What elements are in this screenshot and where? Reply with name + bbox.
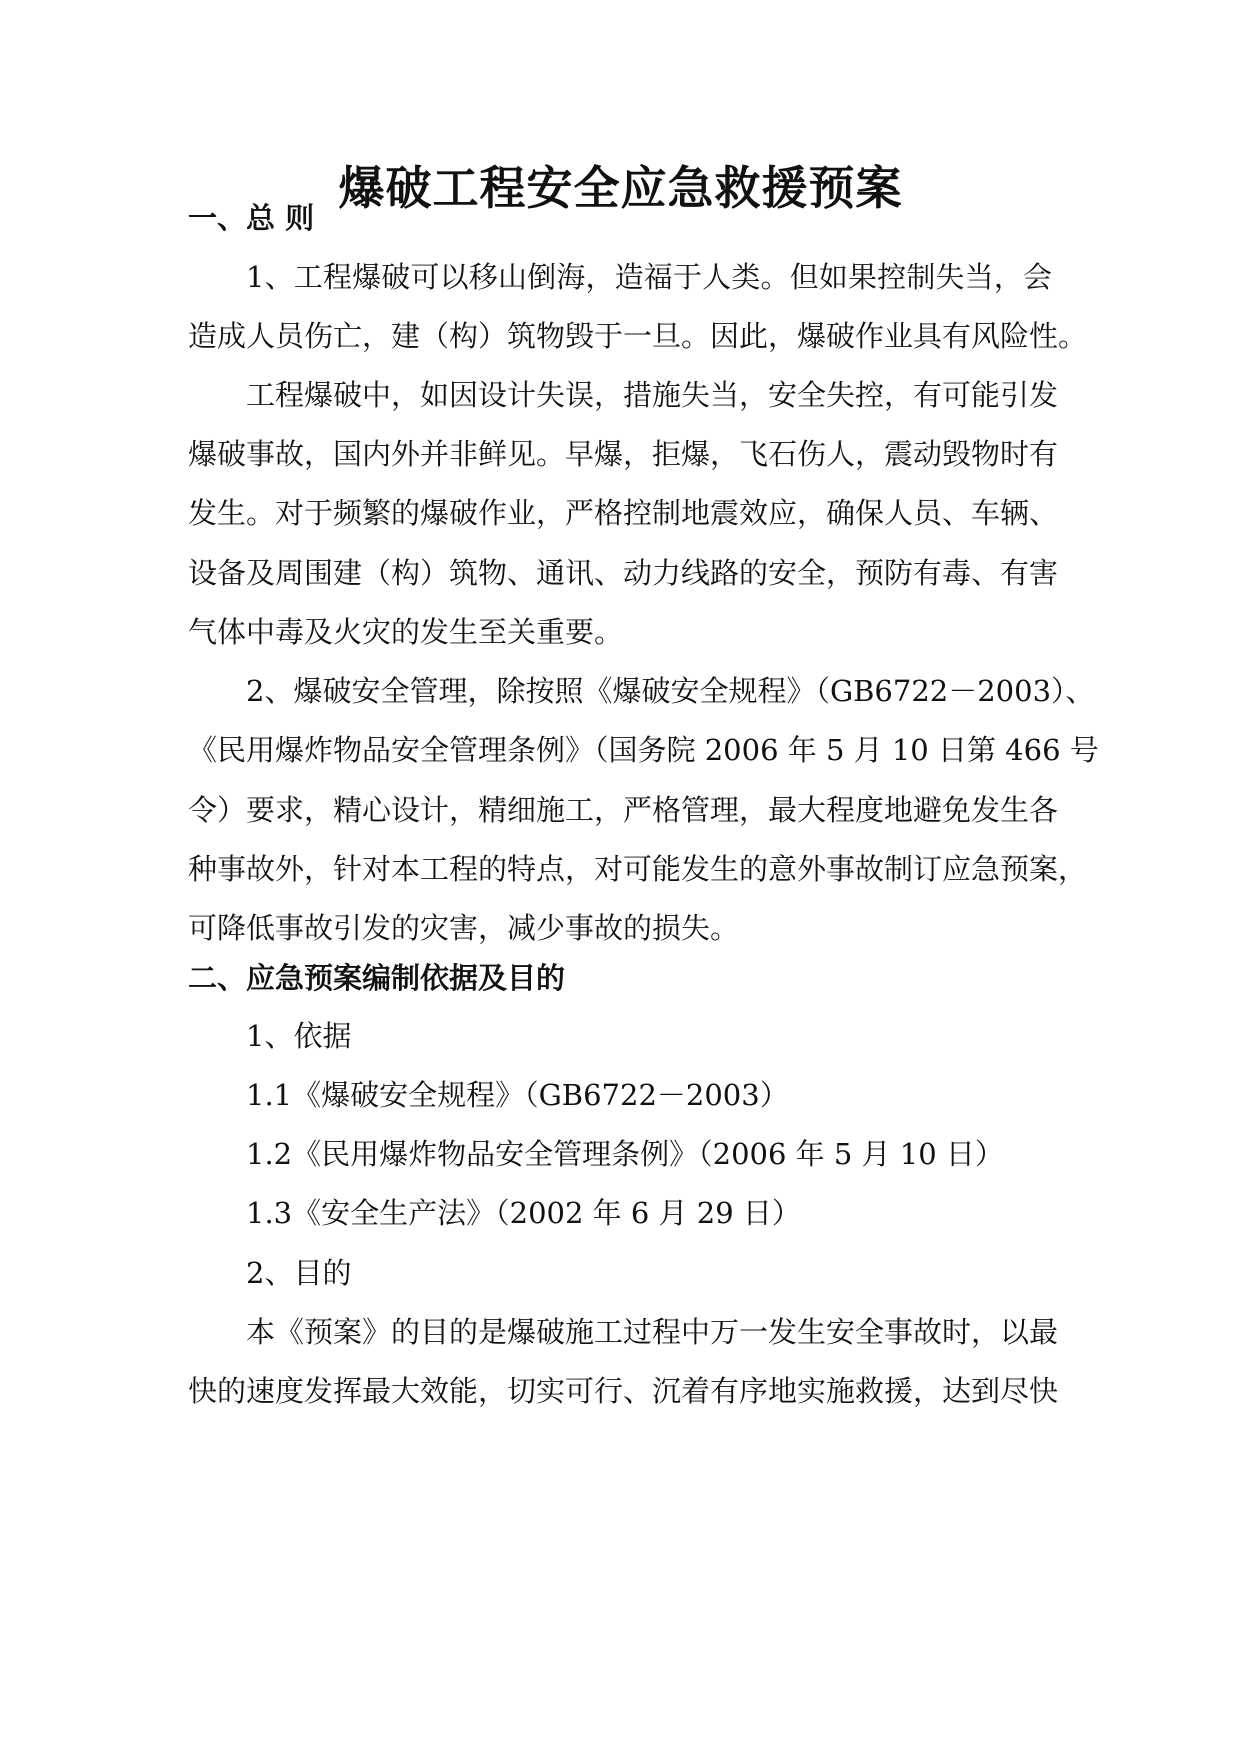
paragraph-line: 《民用爆炸物品安全管理条例》（国务院 2006 年 5 月 10 日第 466 号: [188, 733, 1099, 767]
paragraph-line: 1、工程爆破可以移山倒海，造福于人类。但如果控制失当，会: [246, 260, 1052, 294]
subheading-basis: 1、依据: [246, 1019, 352, 1053]
section-heading-basis-purpose: 二、应急预案编制依据及目的: [188, 961, 566, 995]
list-item: 1.2《民用爆炸物品安全管理条例》（2006 年 5 月 10 日）: [246, 1137, 1004, 1171]
list-item: 1.3《安全生产法》（2002 年 6 月 29 日）: [246, 1196, 801, 1230]
paragraph-line: 本《预案》的目的是爆破施工过程中万一发生安全事故时，以最: [246, 1315, 1059, 1349]
paragraph-line: 造成人员伤亡，建（构）筑物毁于一旦。因此，爆破作业具有风险性。: [188, 319, 1088, 353]
subheading-purpose: 2、目的: [246, 1256, 352, 1290]
list-item: 1.1《爆破安全规程》（GB6722－2003）: [246, 1078, 789, 1112]
paragraph-line: 2、爆破安全管理，除按照《爆破安全规程》（GB6722－2003）、: [246, 674, 1095, 708]
paragraph-line: 令）要求，精心设计，精细施工，严格管理，最大程度地避免发生各: [188, 793, 1059, 827]
paragraph-line: 发生。对于频繁的爆破作业，严格控制地震效应，确保人员、车辆、: [188, 496, 1059, 530]
paragraph-line: 种事故外，针对本工程的特点，对可能发生的意外事故制订应急预案，: [188, 852, 1088, 886]
paragraph-line: 气体中毒及火灾的发生至关重要。: [188, 615, 624, 649]
paragraph-line: 可降低事故引发的灾害，减少事故的损失。: [188, 911, 740, 945]
document-title: 爆破工程安全应急救援预案: [338, 161, 903, 215]
paragraph-line: 爆破事故，国内外并非鲜见。早爆，拒爆，飞石伤人，震动毁物时有: [188, 437, 1059, 471]
paragraph-line: 工程爆破中，如因设计失误，措施失当，安全失控，有可能引发: [246, 378, 1059, 412]
paragraph-line: 设备及周围建（构）筑物、通讯、动力线路的安全，预防有毒、有害: [188, 556, 1059, 590]
paragraph-line: 快的速度发挥最大效能，切实可行、沉着有序地实施救援，达到尽快: [188, 1374, 1059, 1408]
section-heading-general: 一、总 则: [188, 201, 315, 235]
